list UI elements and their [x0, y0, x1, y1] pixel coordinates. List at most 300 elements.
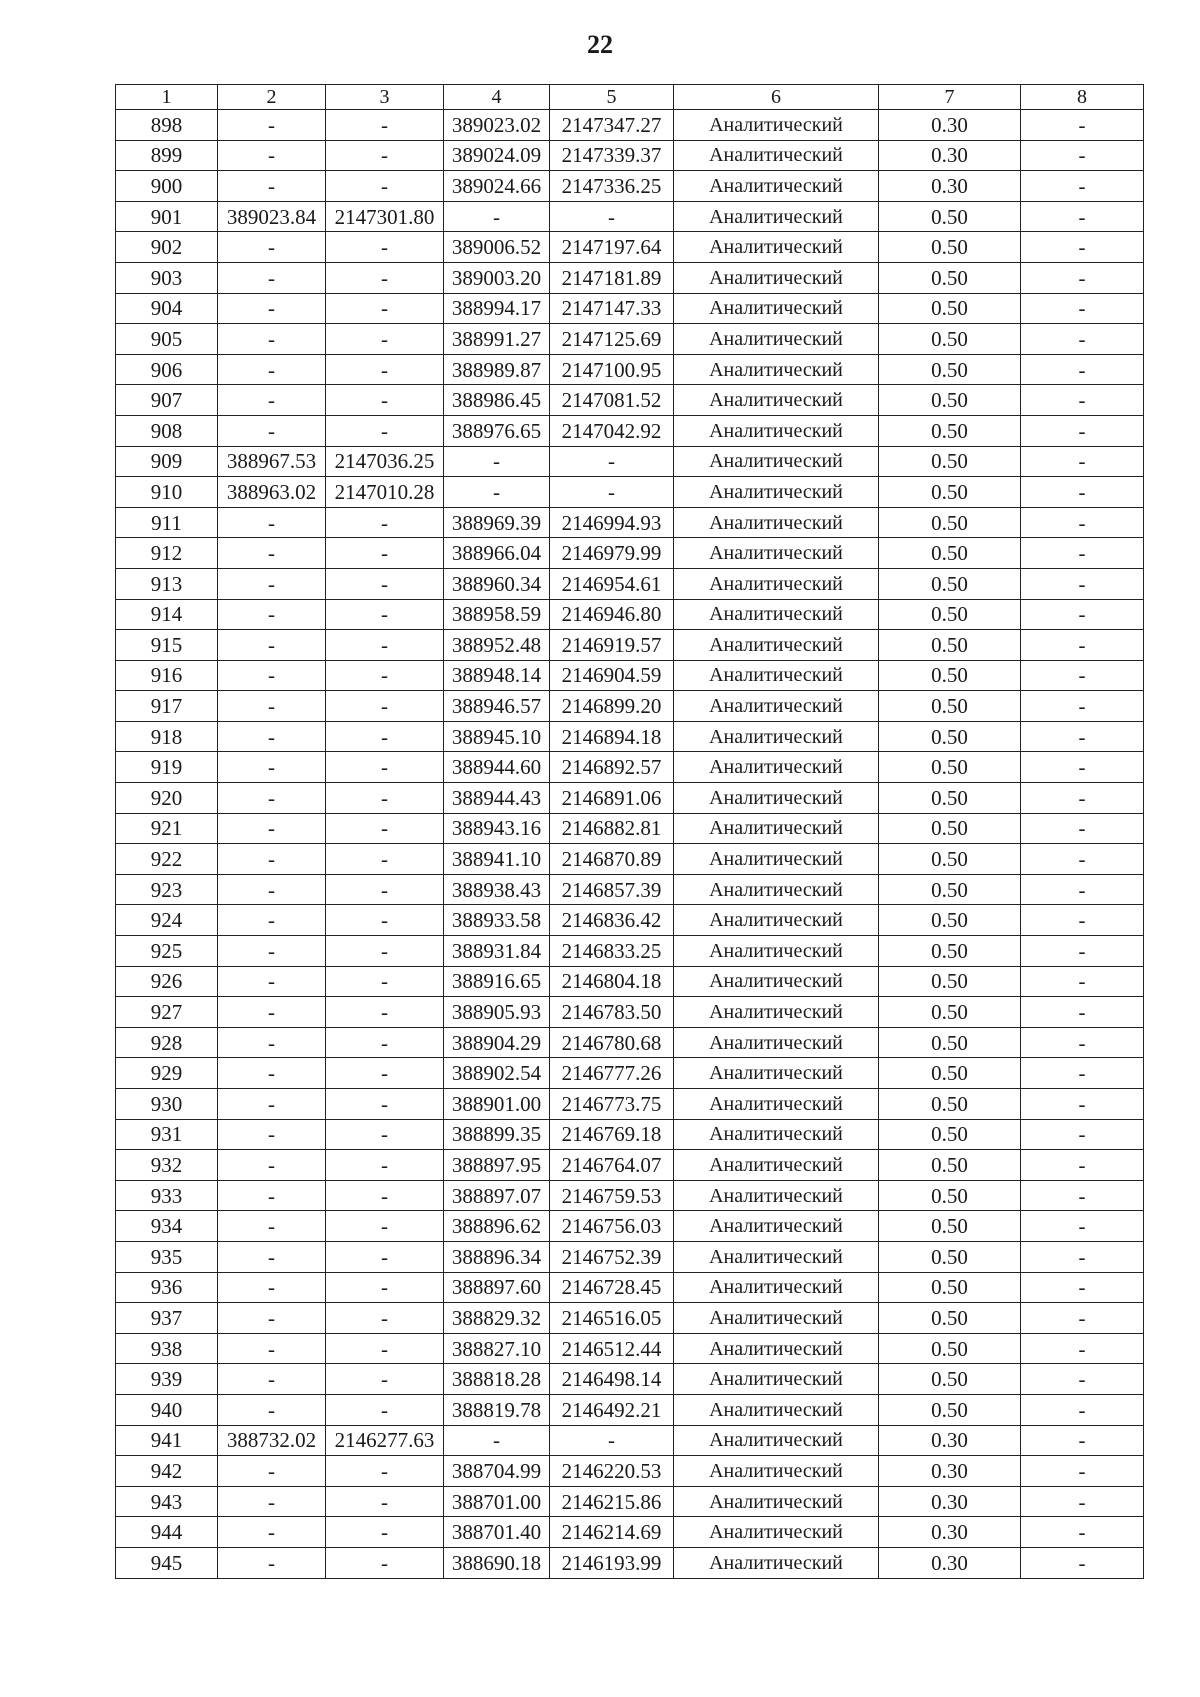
- cell-col4-x: 388933.58: [444, 905, 550, 936]
- cell-col4-x: 388938.43: [444, 874, 550, 905]
- cell-col8: -: [1021, 1333, 1144, 1364]
- cell-col2-x: -: [218, 324, 326, 355]
- cell-accuracy: 0.50: [879, 1333, 1021, 1364]
- cell-method: Аналитический: [674, 721, 879, 752]
- cell-method: Аналитический: [674, 1547, 879, 1578]
- cell-col4-x: 388897.07: [444, 1180, 550, 1211]
- table-row: [116, 415, 1144, 446]
- cell-col4-x: 388701.00: [444, 1486, 550, 1517]
- cell-point-number: 941: [116, 1425, 218, 1456]
- cell-col5-y: 2146946.80: [550, 599, 674, 630]
- cell-accuracy: 0.30: [879, 1547, 1021, 1578]
- cell-col5-y: 2147197.64: [550, 232, 674, 263]
- cell-method: Аналитический: [674, 171, 879, 202]
- cell-method: Аналитический: [674, 415, 879, 446]
- cell-method: Аналитический: [674, 385, 879, 416]
- cell-col5-y: -: [550, 201, 674, 232]
- cell-accuracy: 0.50: [879, 232, 1021, 263]
- table-row: [116, 874, 1144, 905]
- cell-point-number: 915: [116, 630, 218, 661]
- table-row: [116, 538, 1144, 569]
- column-header-7: 7: [879, 85, 1021, 110]
- cell-col5-y: 2146904.59: [550, 660, 674, 691]
- cell-point-number: 909: [116, 446, 218, 477]
- cell-col2-x: -: [218, 1119, 326, 1150]
- cell-col4-x: -: [444, 446, 550, 477]
- cell-col5-y: 2147347.27: [550, 110, 674, 141]
- cell-col4-x: 389006.52: [444, 232, 550, 263]
- cell-col3-y: -: [326, 1089, 444, 1120]
- cell-col8: -: [1021, 1180, 1144, 1211]
- cell-col5-y: 2146193.99: [550, 1547, 674, 1578]
- cell-col5-y: 2146892.57: [550, 752, 674, 783]
- table-header: [116, 85, 1144, 110]
- cell-col4-x: 388969.39: [444, 507, 550, 538]
- cell-point-number: 902: [116, 232, 218, 263]
- cell-col5-y: 2146752.39: [550, 1241, 674, 1272]
- cell-col4-x: 388989.87: [444, 354, 550, 385]
- cell-col2-x: -: [218, 1058, 326, 1089]
- cell-col3-y: -: [326, 262, 444, 293]
- cell-col8: -: [1021, 568, 1144, 599]
- cell-col4-x: 388819.78: [444, 1394, 550, 1425]
- cell-col2-x: -: [218, 1394, 326, 1425]
- cell-col5-y: 2146857.39: [550, 874, 674, 905]
- cell-col4-x: 388905.93: [444, 997, 550, 1028]
- cell-method: Аналитический: [674, 1027, 879, 1058]
- cell-col5-y: 2146783.50: [550, 997, 674, 1028]
- cell-accuracy: 0.50: [879, 354, 1021, 385]
- cell-col2-x: 388732.02: [218, 1425, 326, 1456]
- cell-col2-x: -: [218, 1456, 326, 1487]
- table-row: [116, 171, 1144, 202]
- cell-col3-y: -: [326, 752, 444, 783]
- cell-col2-x: -: [218, 813, 326, 844]
- cell-col4-x: 388896.62: [444, 1211, 550, 1242]
- cell-point-number: 916: [116, 660, 218, 691]
- cell-point-number: 912: [116, 538, 218, 569]
- cell-col3-y: -: [326, 721, 444, 752]
- cell-col8: -: [1021, 1303, 1144, 1334]
- cell-accuracy: 0.50: [879, 1058, 1021, 1089]
- cell-point-number: 928: [116, 1027, 218, 1058]
- cell-accuracy: 0.50: [879, 936, 1021, 967]
- cell-method: Аналитический: [674, 1517, 879, 1548]
- cell-col2-x: -: [218, 660, 326, 691]
- table-row: [116, 1364, 1144, 1395]
- cell-method: Аналитический: [674, 1058, 879, 1089]
- cell-col5-y: 2146777.26: [550, 1058, 674, 1089]
- cell-col8: -: [1021, 446, 1144, 477]
- cell-col5-y: 2146759.53: [550, 1180, 674, 1211]
- cell-col3-y: -: [326, 232, 444, 263]
- cell-col3-y: 2146277.63: [326, 1425, 444, 1456]
- cell-col8: -: [1021, 1486, 1144, 1517]
- cell-col5-y: 2146994.93: [550, 507, 674, 538]
- cell-col3-y: -: [326, 660, 444, 691]
- cell-accuracy: 0.50: [879, 660, 1021, 691]
- cell-point-number: 924: [116, 905, 218, 936]
- cell-col3-y: 2147036.25: [326, 446, 444, 477]
- cell-accuracy: 0.50: [879, 1303, 1021, 1334]
- table-row: [116, 721, 1144, 752]
- table-row: [116, 1058, 1144, 1089]
- table-row: [116, 936, 1144, 967]
- table-row: [116, 232, 1144, 263]
- cell-col8: -: [1021, 354, 1144, 385]
- table-row: [116, 262, 1144, 293]
- cell-point-number: 925: [116, 936, 218, 967]
- cell-point-number: 934: [116, 1211, 218, 1242]
- cell-col3-y: -: [326, 354, 444, 385]
- cell-col2-x: -: [218, 385, 326, 416]
- cell-point-number: 935: [116, 1241, 218, 1272]
- cell-col8: -: [1021, 630, 1144, 661]
- table-row: [116, 1486, 1144, 1517]
- table-row: [116, 1119, 1144, 1150]
- cell-point-number: 903: [116, 262, 218, 293]
- cell-col2-x: -: [218, 721, 326, 752]
- cell-col3-y: -: [326, 110, 444, 141]
- table-row: [116, 1272, 1144, 1303]
- column-header-6: 6: [674, 85, 879, 110]
- cell-col8: -: [1021, 752, 1144, 783]
- cell-col3-y: -: [326, 1486, 444, 1517]
- cell-col8: -: [1021, 844, 1144, 875]
- cell-col8: -: [1021, 1547, 1144, 1578]
- cell-accuracy: 0.50: [879, 1394, 1021, 1425]
- cell-method: Аналитический: [674, 110, 879, 141]
- cell-col5-y: 2146516.05: [550, 1303, 674, 1334]
- cell-col5-y: 2146979.99: [550, 538, 674, 569]
- cell-point-number: 901: [116, 201, 218, 232]
- cell-col5-y: 2147042.92: [550, 415, 674, 446]
- cell-col3-y: 2147301.80: [326, 201, 444, 232]
- cell-col3-y: -: [326, 783, 444, 814]
- cell-method: Аналитический: [674, 262, 879, 293]
- cell-col8: -: [1021, 140, 1144, 171]
- cell-col8: -: [1021, 1119, 1144, 1150]
- table-row: [116, 997, 1144, 1028]
- cell-col4-x: 388943.16: [444, 813, 550, 844]
- cell-col4-x: 388941.10: [444, 844, 550, 875]
- cell-method: Аналитический: [674, 630, 879, 661]
- cell-col2-x: -: [218, 1180, 326, 1211]
- cell-accuracy: 0.50: [879, 905, 1021, 936]
- cell-col2-x: -: [218, 691, 326, 722]
- cell-col8: -: [1021, 1425, 1144, 1456]
- cell-col8: -: [1021, 1364, 1144, 1395]
- cell-col3-y: -: [326, 507, 444, 538]
- cell-point-number: 904: [116, 293, 218, 324]
- cell-col8: -: [1021, 1456, 1144, 1487]
- cell-col2-x: -: [218, 752, 326, 783]
- cell-col5-y: -: [550, 1425, 674, 1456]
- cell-col3-y: -: [326, 385, 444, 416]
- cell-method: Аналитический: [674, 324, 879, 355]
- cell-col8: -: [1021, 874, 1144, 905]
- cell-method: Аналитический: [674, 691, 879, 722]
- cell-col3-y: -: [326, 691, 444, 722]
- table-row: [116, 140, 1144, 171]
- table-row: [116, 752, 1144, 783]
- cell-col4-x: 388931.84: [444, 936, 550, 967]
- cell-point-number: 939: [116, 1364, 218, 1395]
- cell-col5-y: 2146804.18: [550, 966, 674, 997]
- cell-method: Аналитический: [674, 844, 879, 875]
- cell-col4-x: 388966.04: [444, 538, 550, 569]
- column-header-3: 3: [326, 85, 444, 110]
- cell-col8: -: [1021, 660, 1144, 691]
- column-header-1: 1: [116, 85, 218, 110]
- cell-col8: -: [1021, 171, 1144, 202]
- cell-accuracy: 0.50: [879, 721, 1021, 752]
- cell-col2-x: -: [218, 171, 326, 202]
- cell-col8: -: [1021, 966, 1144, 997]
- cell-col2-x: -: [218, 599, 326, 630]
- cell-col4-x: 388994.17: [444, 293, 550, 324]
- cell-col5-y: 2146498.14: [550, 1364, 674, 1395]
- cell-method: Аналитический: [674, 477, 879, 508]
- cell-col4-x: 389024.09: [444, 140, 550, 171]
- cell-point-number: 943: [116, 1486, 218, 1517]
- cell-col2-x: -: [218, 1089, 326, 1120]
- cell-col2-x: -: [218, 1272, 326, 1303]
- cell-accuracy: 0.50: [879, 874, 1021, 905]
- table-row: [116, 1027, 1144, 1058]
- cell-col2-x: -: [218, 874, 326, 905]
- cell-col2-x: -: [218, 538, 326, 569]
- cell-col2-x: -: [218, 905, 326, 936]
- cell-col2-x: -: [218, 1303, 326, 1334]
- cell-col8: -: [1021, 997, 1144, 1028]
- cell-col8: -: [1021, 507, 1144, 538]
- cell-method: Аналитический: [674, 1425, 879, 1456]
- column-header-4: 4: [444, 85, 550, 110]
- cell-method: Аналитический: [674, 599, 879, 630]
- cell-accuracy: 0.50: [879, 1027, 1021, 1058]
- cell-col3-y: -: [326, 568, 444, 599]
- cell-col2-x: -: [218, 1027, 326, 1058]
- cell-col2-x: 388963.02: [218, 477, 326, 508]
- table-row: [116, 691, 1144, 722]
- cell-col4-x: 388827.10: [444, 1333, 550, 1364]
- cell-point-number: 922: [116, 844, 218, 875]
- cell-col3-y: -: [326, 1119, 444, 1150]
- cell-col3-y: -: [326, 844, 444, 875]
- table-row: [116, 1394, 1144, 1425]
- cell-col4-x: 388896.34: [444, 1241, 550, 1272]
- cell-method: Аналитический: [674, 568, 879, 599]
- cell-col2-x: -: [218, 936, 326, 967]
- cell-col3-y: -: [326, 171, 444, 202]
- cell-col3-y: -: [326, 293, 444, 324]
- cell-method: Аналитический: [674, 1241, 879, 1272]
- table-row: [116, 507, 1144, 538]
- cell-col3-y: -: [326, 599, 444, 630]
- cell-col5-y: 2147081.52: [550, 385, 674, 416]
- table-row: [116, 354, 1144, 385]
- cell-col4-x: 388899.35: [444, 1119, 550, 1150]
- cell-accuracy: 0.50: [879, 752, 1021, 783]
- cell-col2-x: -: [218, 1211, 326, 1242]
- cell-method: Аналитический: [674, 293, 879, 324]
- table-row: [116, 568, 1144, 599]
- cell-method: Аналитический: [674, 752, 879, 783]
- cell-point-number: 899: [116, 140, 218, 171]
- cell-col4-x: 388944.60: [444, 752, 550, 783]
- cell-method: Аналитический: [674, 201, 879, 232]
- cell-col3-y: -: [326, 1333, 444, 1364]
- cell-method: Аналитический: [674, 874, 879, 905]
- cell-accuracy: 0.30: [879, 1456, 1021, 1487]
- table-row: [116, 1180, 1144, 1211]
- cell-accuracy: 0.30: [879, 110, 1021, 141]
- cell-col4-x: 388704.99: [444, 1456, 550, 1487]
- cell-col2-x: -: [218, 1150, 326, 1181]
- cell-point-number: 936: [116, 1272, 218, 1303]
- cell-col5-y: 2147100.95: [550, 354, 674, 385]
- cell-point-number: 931: [116, 1119, 218, 1150]
- cell-method: Аналитический: [674, 966, 879, 997]
- cell-col3-y: -: [326, 324, 444, 355]
- cell-accuracy: 0.50: [879, 844, 1021, 875]
- cell-col8: -: [1021, 1058, 1144, 1089]
- cell-col5-y: 2146833.25: [550, 936, 674, 967]
- cell-point-number: 898: [116, 110, 218, 141]
- cell-col4-x: -: [444, 477, 550, 508]
- cell-accuracy: 0.50: [879, 1180, 1021, 1211]
- cell-method: Аналитический: [674, 1364, 879, 1395]
- cell-point-number: 917: [116, 691, 218, 722]
- cell-point-number: 900: [116, 171, 218, 202]
- cell-accuracy: 0.30: [879, 1425, 1021, 1456]
- table-row: [116, 446, 1144, 477]
- cell-col8: -: [1021, 201, 1144, 232]
- cell-col3-y: -: [326, 997, 444, 1028]
- cell-col3-y: 2147010.28: [326, 477, 444, 508]
- cell-col5-y: 2146764.07: [550, 1150, 674, 1181]
- cell-col4-x: 388916.65: [444, 966, 550, 997]
- cell-col8: -: [1021, 1150, 1144, 1181]
- cell-col2-x: -: [218, 110, 326, 141]
- cell-col8: -: [1021, 813, 1144, 844]
- cell-col2-x: -: [218, 568, 326, 599]
- cell-col3-y: -: [326, 1027, 444, 1058]
- coordinates-table: [115, 84, 1144, 1579]
- cell-col3-y: -: [326, 1303, 444, 1334]
- cell-point-number: 945: [116, 1547, 218, 1578]
- table-row: [116, 1456, 1144, 1487]
- cell-col8: -: [1021, 1241, 1144, 1272]
- cell-col4-x: 388948.14: [444, 660, 550, 691]
- cell-point-number: 911: [116, 507, 218, 538]
- cell-col5-y: 2146769.18: [550, 1119, 674, 1150]
- cell-col4-x: 388945.10: [444, 721, 550, 752]
- cell-point-number: 932: [116, 1150, 218, 1181]
- cell-point-number: 942: [116, 1456, 218, 1487]
- cell-col2-x: -: [218, 844, 326, 875]
- cell-col3-y: -: [326, 1211, 444, 1242]
- cell-point-number: 907: [116, 385, 218, 416]
- cell-col5-y: 2147181.89: [550, 262, 674, 293]
- cell-col8: -: [1021, 905, 1144, 936]
- cell-col4-x: -: [444, 201, 550, 232]
- cell-col4-x: 388690.18: [444, 1547, 550, 1578]
- cell-col4-x: 388944.43: [444, 783, 550, 814]
- cell-col5-y: 2146215.86: [550, 1486, 674, 1517]
- cell-col8: -: [1021, 293, 1144, 324]
- cell-col4-x: 388829.32: [444, 1303, 550, 1334]
- cell-accuracy: 0.50: [879, 1241, 1021, 1272]
- cell-col4-x: 388952.48: [444, 630, 550, 661]
- table-row: [116, 1089, 1144, 1120]
- cell-accuracy: 0.50: [879, 691, 1021, 722]
- cell-point-number: 938: [116, 1333, 218, 1364]
- table-row: [116, 813, 1144, 844]
- cell-accuracy: 0.50: [879, 630, 1021, 661]
- cell-accuracy: 0.50: [879, 262, 1021, 293]
- table-row: [116, 660, 1144, 691]
- cell-col3-y: -: [326, 538, 444, 569]
- cell-point-number: 913: [116, 568, 218, 599]
- cell-col8: -: [1021, 691, 1144, 722]
- cell-col5-y: 2147336.25: [550, 171, 674, 202]
- cell-point-number: 910: [116, 477, 218, 508]
- cell-col3-y: -: [326, 1180, 444, 1211]
- cell-col4-x: 388946.57: [444, 691, 550, 722]
- cell-accuracy: 0.50: [879, 507, 1021, 538]
- cell-col2-x: -: [218, 1517, 326, 1548]
- page-number: 22: [587, 30, 613, 59]
- table-row: [116, 293, 1144, 324]
- cell-method: Аналитический: [674, 1303, 879, 1334]
- cell-col2-x: -: [218, 354, 326, 385]
- cell-accuracy: 0.50: [879, 568, 1021, 599]
- cell-col8: -: [1021, 538, 1144, 569]
- cell-point-number: 929: [116, 1058, 218, 1089]
- table-row: [116, 385, 1144, 416]
- table-row: [116, 1333, 1144, 1364]
- cell-col2-x: -: [218, 415, 326, 446]
- cell-method: Аналитический: [674, 140, 879, 171]
- cell-method: Аналитический: [674, 1211, 879, 1242]
- cell-col2-x: -: [218, 293, 326, 324]
- cell-col2-x: -: [218, 507, 326, 538]
- cell-col8: -: [1021, 1394, 1144, 1425]
- table-row: [116, 1547, 1144, 1578]
- cell-accuracy: 0.30: [879, 140, 1021, 171]
- cell-col5-y: 2146512.44: [550, 1333, 674, 1364]
- cell-point-number: 905: [116, 324, 218, 355]
- cell-col3-y: -: [326, 1364, 444, 1395]
- column-header-2: 2: [218, 85, 326, 110]
- cell-point-number: 921: [116, 813, 218, 844]
- cell-col3-y: -: [326, 813, 444, 844]
- cell-accuracy: 0.50: [879, 783, 1021, 814]
- cell-method: Аналитический: [674, 783, 879, 814]
- cell-col4-x: 389023.02: [444, 110, 550, 141]
- cell-accuracy: 0.50: [879, 599, 1021, 630]
- cell-method: Аналитический: [674, 1272, 879, 1303]
- table-row: [116, 966, 1144, 997]
- cell-point-number: 933: [116, 1180, 218, 1211]
- cell-col3-y: -: [326, 1517, 444, 1548]
- cell-col5-y: 2146882.81: [550, 813, 674, 844]
- cell-accuracy: 0.50: [879, 1364, 1021, 1395]
- cell-col4-x: 388976.65: [444, 415, 550, 446]
- cell-accuracy: 0.50: [879, 1119, 1021, 1150]
